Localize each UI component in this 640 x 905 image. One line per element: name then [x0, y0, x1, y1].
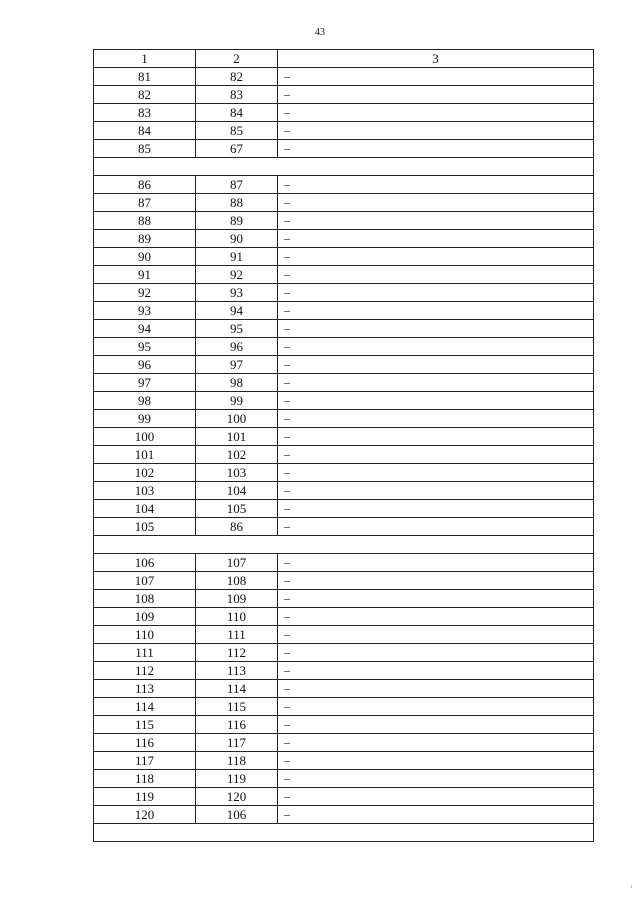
- table-cell-col-2: 120: [196, 788, 278, 806]
- header-col-3: 3: [278, 50, 594, 68]
- table-row: [94, 140, 594, 158]
- table-cell-col-3: –: [278, 788, 594, 806]
- table-cell-col-3: –: [278, 608, 594, 626]
- table-cell-col-3: –: [278, 284, 594, 302]
- table-cell-col-3: –: [278, 554, 594, 572]
- table-cell-col-2: 85: [196, 122, 278, 140]
- table-cell-col-3: –: [278, 410, 594, 428]
- table-cell-col-1: 101: [94, 446, 196, 464]
- table-row: [94, 608, 594, 626]
- table-row: [94, 500, 594, 518]
- table-cell-col-3: –: [278, 518, 594, 536]
- table-cell-col-3: –: [278, 140, 594, 158]
- table-cell-col-1: 115: [94, 716, 196, 734]
- table-cell-col-2: 67: [196, 140, 278, 158]
- table-cell-col-2: 89: [196, 212, 278, 230]
- table-row: [94, 626, 594, 644]
- table-cell-col-3: –: [278, 716, 594, 734]
- table-row: [94, 392, 594, 410]
- table-cell-col-3: –: [278, 500, 594, 518]
- table-cell-col-3: –: [278, 104, 594, 122]
- group-separator-cell: [94, 536, 594, 554]
- table-row: [94, 788, 594, 806]
- group-separator-row: [94, 158, 594, 176]
- table-row: [94, 104, 594, 122]
- table-row: [94, 734, 594, 752]
- table-cell-col-3: –: [278, 428, 594, 446]
- table-cell-col-1: 119: [94, 788, 196, 806]
- table-cell-col-2: 117: [196, 734, 278, 752]
- table-cell-col-3: –: [278, 194, 594, 212]
- table-cell-col-1: 93: [94, 302, 196, 320]
- table-cell-col-2: 102: [196, 446, 278, 464]
- table-cell-col-1: 116: [94, 734, 196, 752]
- header-col-1: 1: [94, 50, 196, 68]
- table-row: [94, 590, 594, 608]
- table-row: [94, 194, 594, 212]
- table-cell-col-2: 109: [196, 590, 278, 608]
- table-cell-col-3: –: [278, 734, 594, 752]
- table-row: [94, 770, 594, 788]
- data-table: [93, 49, 594, 842]
- table-cell-col-3: –: [278, 572, 594, 590]
- group-separator-cell: [94, 824, 594, 842]
- table-cell-col-2: 93: [196, 284, 278, 302]
- table-cell-col-2: 87: [196, 176, 278, 194]
- table-row: [94, 518, 594, 536]
- table-cell-col-3: –: [278, 590, 594, 608]
- table-cell-col-2: 105: [196, 500, 278, 518]
- table-cell-col-2: 99: [196, 392, 278, 410]
- table-cell-col-1: 108: [94, 590, 196, 608]
- table-cell-col-1: 113: [94, 680, 196, 698]
- table-cell-col-1: 83: [94, 104, 196, 122]
- table-cell-col-1: 95: [94, 338, 196, 356]
- table-row: [94, 356, 594, 374]
- group-separator-row: [94, 536, 594, 554]
- table-cell-col-3: –: [278, 626, 594, 644]
- table-row: [94, 806, 594, 824]
- table-row: [94, 338, 594, 356]
- table-cell-col-3: –: [278, 176, 594, 194]
- table-cell-col-1: 104: [94, 500, 196, 518]
- table-cell-col-1: 87: [94, 194, 196, 212]
- table-cell-col-2: 119: [196, 770, 278, 788]
- table-cell-col-2: 112: [196, 644, 278, 662]
- table-cell-col-1: 81: [94, 68, 196, 86]
- table-row: [94, 410, 594, 428]
- table-cell-col-2: 84: [196, 104, 278, 122]
- table-cell-col-3: –: [278, 770, 594, 788]
- table-row: [94, 572, 594, 590]
- table-cell-col-1: 118: [94, 770, 196, 788]
- table-cell-col-1: 100: [94, 428, 196, 446]
- table-cell-col-1: 94: [94, 320, 196, 338]
- table-row: [94, 428, 594, 446]
- table-cell-col-2: 86: [196, 518, 278, 536]
- table-cell-col-3: –: [278, 212, 594, 230]
- table-cell-col-1: 82: [94, 86, 196, 104]
- table-cell-col-2: 114: [196, 680, 278, 698]
- table-cell-col-1: 102: [94, 464, 196, 482]
- header-col-2: 2: [196, 50, 278, 68]
- table-row: [94, 644, 594, 662]
- table-row: [94, 752, 594, 770]
- table-cell-col-2: 94: [196, 302, 278, 320]
- table-cell-col-3: –: [278, 698, 594, 716]
- table-cell-col-2: 108: [196, 572, 278, 590]
- table-row: [94, 302, 594, 320]
- table-cell-col-2: 115: [196, 698, 278, 716]
- corner-mark: ı: [630, 884, 632, 890]
- table-cell-col-3: –: [278, 392, 594, 410]
- table-row: [94, 86, 594, 104]
- table-cell-col-1: 98: [94, 392, 196, 410]
- page-number: 43: [315, 27, 325, 38]
- group-separator-row: [94, 824, 594, 842]
- table-cell-col-1: 99: [94, 410, 196, 428]
- table-cell-col-3: –: [278, 374, 594, 392]
- table-row: [94, 248, 594, 266]
- table-row: [94, 680, 594, 698]
- table-row: [94, 464, 594, 482]
- table-cell-col-1: 111: [94, 644, 196, 662]
- table-row: [94, 266, 594, 284]
- table-cell-col-3: –: [278, 806, 594, 824]
- table-cell-col-3: –: [278, 122, 594, 140]
- table-cell-col-3: –: [278, 464, 594, 482]
- table-cell-col-3: –: [278, 266, 594, 284]
- table-cell-col-2: 95: [196, 320, 278, 338]
- table-cell-col-1: 92: [94, 284, 196, 302]
- table-cell-col-1: 86: [94, 176, 196, 194]
- table-cell-col-3: –: [278, 446, 594, 464]
- table-cell-col-1: 120: [94, 806, 196, 824]
- table-cell-col-3: –: [278, 752, 594, 770]
- table-row: [94, 230, 594, 248]
- table-row: [94, 482, 594, 500]
- table-row: [94, 554, 594, 572]
- table-cell-col-2: 101: [196, 428, 278, 446]
- table-cell-col-1: 85: [94, 140, 196, 158]
- table-row: [94, 446, 594, 464]
- table-cell-col-2: 118: [196, 752, 278, 770]
- table-cell-col-2: 111: [196, 626, 278, 644]
- table-row: [94, 662, 594, 680]
- table-cell-col-3: –: [278, 338, 594, 356]
- table-row: [94, 212, 594, 230]
- table-cell-col-2: 82: [196, 68, 278, 86]
- table-cell-col-2: 116: [196, 716, 278, 734]
- table-row: [94, 284, 594, 302]
- table-cell-col-2: 90: [196, 230, 278, 248]
- table-cell-col-3: –: [278, 86, 594, 104]
- table-cell-col-3: –: [278, 248, 594, 266]
- table-cell-col-1: 91: [94, 266, 196, 284]
- table-cell-col-1: 103: [94, 482, 196, 500]
- table-cell-col-1: 90: [94, 248, 196, 266]
- table-cell-col-2: 92: [196, 266, 278, 284]
- table-body: [94, 68, 594, 842]
- table-cell-col-2: 91: [196, 248, 278, 266]
- table-cell-col-1: 107: [94, 572, 196, 590]
- group-separator-cell: [94, 158, 594, 176]
- table-row: [94, 122, 594, 140]
- table-cell-col-2: 106: [196, 806, 278, 824]
- table-cell-col-1: 109: [94, 608, 196, 626]
- table-cell-col-2: 88: [196, 194, 278, 212]
- table-row: [94, 374, 594, 392]
- table-cell-col-1: 106: [94, 554, 196, 572]
- table-cell-col-1: 89: [94, 230, 196, 248]
- table-cell-col-2: 98: [196, 374, 278, 392]
- table-cell-col-3: –: [278, 356, 594, 374]
- table-cell-col-2: 113: [196, 662, 278, 680]
- table-cell-col-2: 83: [196, 86, 278, 104]
- table-cell-col-3: –: [278, 662, 594, 680]
- table-row: [94, 698, 594, 716]
- table-cell-col-2: 103: [196, 464, 278, 482]
- table-cell-col-1: 110: [94, 626, 196, 644]
- table-cell-col-1: 105: [94, 518, 196, 536]
- table-cell-col-3: –: [278, 320, 594, 338]
- table-cell-col-1: 96: [94, 356, 196, 374]
- table-cell-col-1: 88: [94, 212, 196, 230]
- table-row: [94, 716, 594, 734]
- table-row: [94, 320, 594, 338]
- table-row: [94, 68, 594, 86]
- table-cell-col-1: 117: [94, 752, 196, 770]
- table-cell-col-2: 100: [196, 410, 278, 428]
- table-cell-col-2: 110: [196, 608, 278, 626]
- table-cell-col-2: 97: [196, 356, 278, 374]
- table-row: [94, 176, 594, 194]
- table-header-row: [94, 50, 594, 68]
- table-cell-col-3: –: [278, 230, 594, 248]
- table-cell-col-3: –: [278, 644, 594, 662]
- table-cell-col-1: 112: [94, 662, 196, 680]
- table-cell-col-1: 84: [94, 122, 196, 140]
- table-cell-col-2: 96: [196, 338, 278, 356]
- table-cell-col-3: –: [278, 482, 594, 500]
- table-cell-col-2: 104: [196, 482, 278, 500]
- table-cell-col-2: 107: [196, 554, 278, 572]
- table-cell-col-3: –: [278, 68, 594, 86]
- table-cell-col-3: –: [278, 302, 594, 320]
- table-cell-col-1: 114: [94, 698, 196, 716]
- table-cell-col-1: 97: [94, 374, 196, 392]
- table-cell-col-3: –: [278, 680, 594, 698]
